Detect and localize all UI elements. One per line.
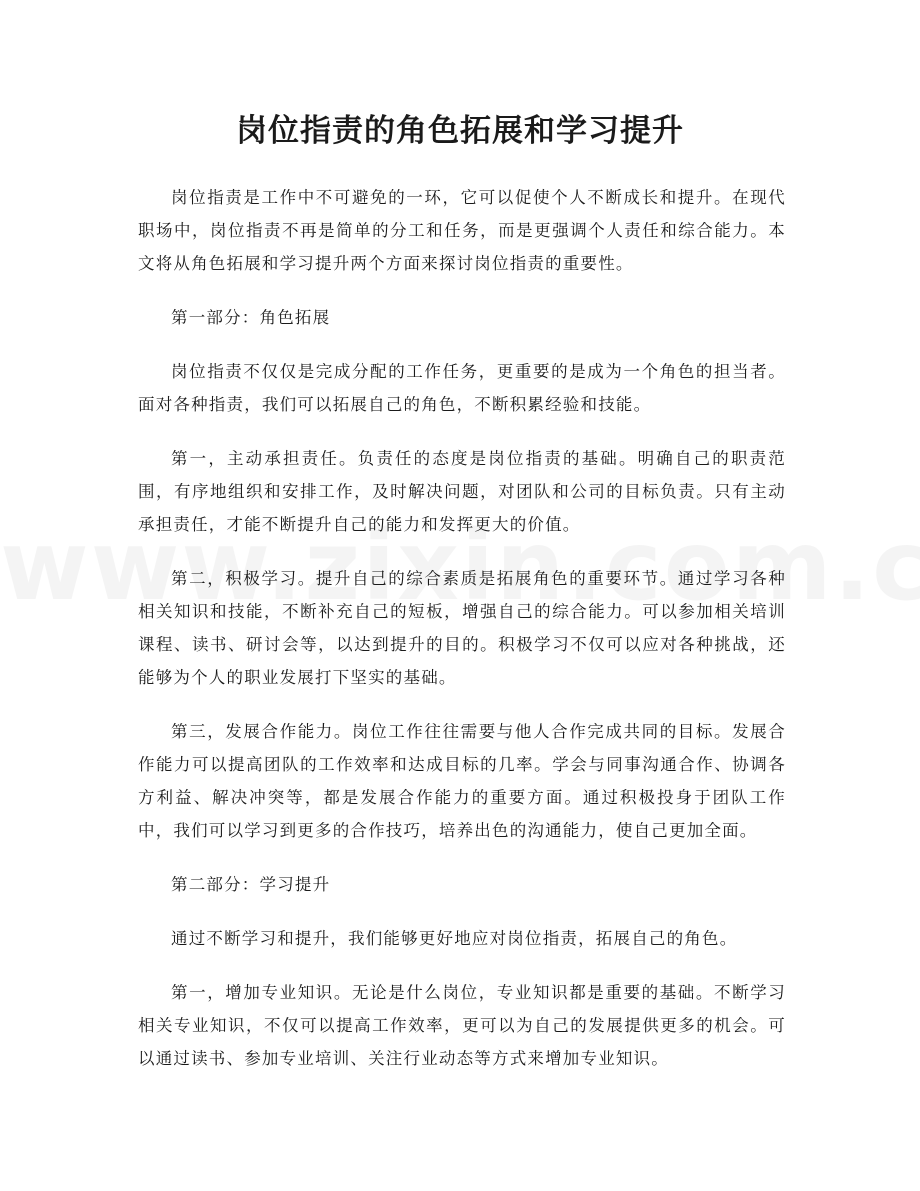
document-title: 岗位指责的角色拓展和学习提升 [236, 113, 684, 149]
body-paragraph: 第三，发展合作能力。岗位工作往往需要与他人合作完成共同的目标。发展合作能力可以提高团队的工作效率和达成目标的几率。学会与同事沟通合作、协调各方利益、解决冲突等，都是发展合作能力的重要方面。通过积极投身于团队工作中，我们可以学习到更多的合作技巧，培养出色的沟通能力，使自己更加全面。 [138, 722, 786, 840]
document-body [138, 181, 786, 1096]
body-paragraph: 岗位指责不仅仅是完成分配的工作任务，更重要的是成为一个角色的担当者。面对各种指责，我们可以拓展自己的角色，不断积累经验和技能。 [138, 362, 786, 414]
body-paragraph: 第一，增加专业知识。无论是什么岗位，专业知识都是重要的基础。不断学习相关专业知识，不仅可以提高工作效率，更可以为自己的发展提供更多的机会。可以通过读书、参加专业培训、关注行业动态等方式来增加专业知识。 [138, 983, 786, 1068]
intro-paragraph: 岗位指责是工作中不可避免的一环，它可以促使个人不断成长和提升。在现代职场中，岗位指责不再是简单的分工和任务，而是更强调个人责任和综合能力。本文将从角色拓展和学习提升两个方面来探讨岗位指责的重要性。 [138, 188, 786, 273]
body-paragraph: 第二，积极学习。提升自己的综合素质是拓展角色的重要环节。通过学习各种相关知识和技能，不断补充自己的短板，增强自己的综合能力。可以参加相关培训课程、读书、研讨会等，以达到提升的目的。积极学习不仅可以应对各种挑战，还能够为个人的职业发展打下坚实的基础。 [138, 569, 786, 687]
section-heading-role-expansion: 第一部分：角色拓展 [171, 308, 331, 327]
section-heading-learning: 第二部分：学习提升 [171, 875, 331, 894]
body-paragraph: 第一，主动承担责任。负责任的态度是岗位指责的基础。明确自己的职责范围，有序地组织和安排工作，及时解决问题，对团队和公司的目标负责。只有主动承担责任，才能不断提升自己的能力和发挥更大的价值。 [138, 449, 786, 534]
body-paragraph: 通过不断学习和提升，我们能够更好地应对岗位指责，拓展自己的角色。 [171, 929, 738, 948]
